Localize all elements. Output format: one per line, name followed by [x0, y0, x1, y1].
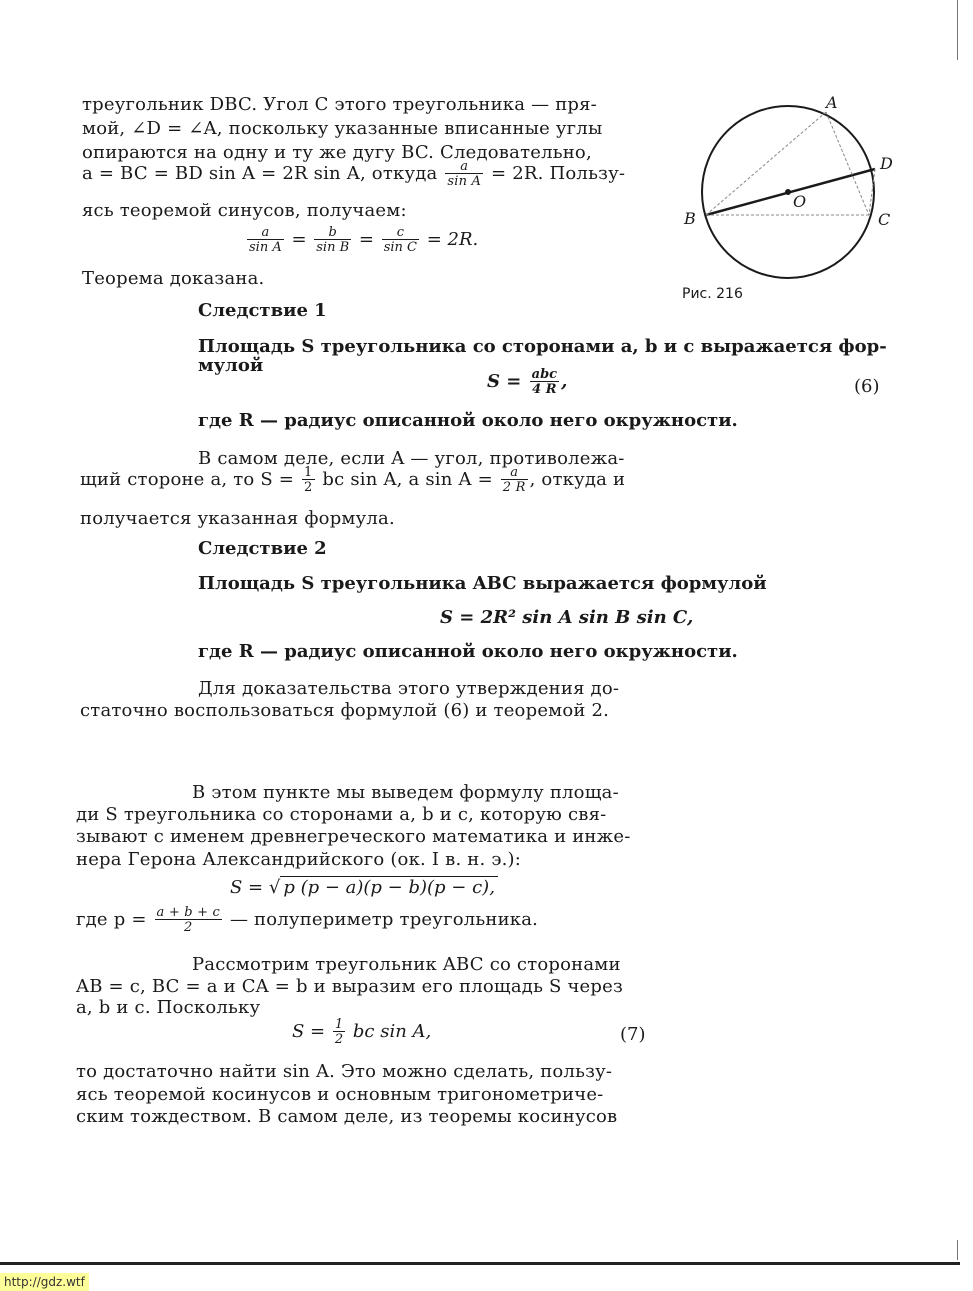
figure-caption: Рис. 216: [682, 286, 743, 302]
fraction-a-over-sinA: $\frac{a}{\text{sin A}}$: [447, 159, 482, 189]
heron-proof-line4: то достаточно найти sin A. Это можно сделать, пользу-: [76, 1061, 613, 1082]
scan-edge-mark-bottom: [957, 1240, 958, 1260]
heron-line1: В этом пункте мы выведем формулу площа-: [192, 782, 619, 803]
bottom-rule: [0, 1262, 960, 1265]
heron-proof-line3: a, b и c. Поскольку: [76, 997, 261, 1018]
proof2-line1: Для доказательства этого утверждения до-: [198, 678, 620, 699]
paragraph1-line4: [82, 160, 625, 188]
corollary1-title: Следствие 1: [198, 300, 327, 321]
paragraph1-line4-tail: = 2R. Пользу-: [491, 163, 626, 184]
corollary2-title: Следствие 2: [198, 538, 327, 559]
label-D: D: [880, 154, 893, 173]
proof2-line2: статочно воспользоваться формулой (6) и теоремой 2.: [80, 700, 610, 721]
paragraph1-line3: опираются на одну и ту же дугу BC. Следовательно,: [82, 142, 592, 163]
law-of-sines-formula: $\frac{a}{\text{sin A}}$ = $\frac{b}{\text{sin B}}$ = $\frac{c}{\text{sin C}}$ = 2R.: [249, 225, 479, 255]
heron-line5: где p = $\frac{a + b + c}{2}$ — полупериметр треугольника.: [76, 905, 539, 935]
corollary2-line1: Площадь S треугольника ABC выражается формулой: [198, 573, 767, 594]
equation-number-7: (7): [620, 1024, 646, 1045]
paragraph1-line2: мой, ∠D = ∠A, поскольку указанные вписанные углы: [82, 118, 603, 139]
corollary1-line2: мулой: [198, 355, 264, 376]
fraction-abc-4R: $\frac{\text{abc}}{4 R}$: [531, 367, 558, 397]
heron-line3: зывают с именем древнегреческого математика и инже-: [76, 826, 631, 847]
corollary1-formula: S = $\frac{\text{abc}}{4 R}$ ,: [487, 367, 568, 397]
fraction-one-half-2: $\frac{1}{2}$: [334, 1017, 344, 1047]
fraction-b-sinB: $\frac{b}{\text{sin B}}$: [316, 225, 350, 255]
paragraph1-line5: ясь теоремой синусов, получаем:: [82, 200, 407, 221]
label-B: B: [684, 209, 696, 228]
heron-proof-formula: S = $\frac{1}{2}$ bc sin A,: [292, 1017, 432, 1047]
scan-edge-mark-top: [957, 0, 958, 60]
law-of-sines-rhs: = 2R.: [426, 229, 479, 250]
corollary1-line1: Площадь S треугольника со сторонами a, b и c выражается фор-: [198, 336, 887, 357]
equation-number-6: (6): [854, 376, 880, 397]
heron-proof-line1: Рассмотрим треугольник ABC со сторонами: [192, 954, 621, 975]
label-C: C: [878, 210, 891, 229]
watermark-link[interactable]: http://gdz.wtf: [0, 1273, 89, 1291]
label-A: A: [826, 93, 838, 112]
proof1-line2: щий стороне a, то S = $\frac{1}{2}$ bc sin A, а sin A = $\frac{a}{2 R}$ , откуда и: [80, 465, 626, 495]
square-root: p (p − a)(p − b)(p − c),: [280, 876, 498, 898]
proof1-line3: получается указанная формула.: [80, 508, 395, 529]
paragraph1-line1: треугольник DBC. Угол C этого треугольника — пря-: [82, 94, 597, 115]
proof1-line1: В самом деле, если A — угол, противолежа-: [198, 448, 625, 469]
figure-216-circle-diagram: [676, 88, 936, 318]
heron-proof-line2: AB = c, BC = a и CA = b и выразим его площадь S через: [76, 976, 623, 997]
paragraph1-line4-text: a = BC = BD sin A = 2R sin A, откуда: [82, 163, 438, 184]
heron-proof-line5: ясь теоремой косинусов и основным тригонометриче-: [76, 1084, 604, 1105]
heron-formula: S = √ p (p − a)(p − b)(p − c),: [230, 876, 498, 898]
heron-proof-line6: ским тождеством. В самом деле, из теоремы косинусов: [76, 1106, 618, 1127]
fraction-semiperimeter: $\frac{a + b + c}{2}$: [156, 905, 221, 935]
corollary1-line3: где R — радиус описанной около него окружности.: [198, 410, 738, 431]
fraction-a-2R: $\frac{a}{2 R}$: [502, 465, 526, 495]
center-point-O: [785, 189, 791, 195]
label-O: O: [793, 192, 807, 211]
fraction-a-sinA: $\frac{a}{\text{sin A}}$: [249, 225, 282, 255]
fraction-one-half: $\frac{1}{2}$: [304, 465, 313, 495]
fraction-c-sinC: $\frac{c}{\text{sin C}}$: [383, 225, 417, 255]
corollary2-line2: где R — радиус описанной около него окружности.: [198, 641, 738, 662]
theorem-proved: Теорема доказана.: [82, 268, 265, 289]
heron-line2: ди S треугольника со сторонами a, b и c, которую свя-: [76, 804, 607, 825]
heron-line4: нера Герона Александрийского (ок. I в. н. э.):: [76, 849, 522, 870]
chord-AC: [826, 112, 869, 215]
corollary2-formula: S = 2R² sin A sin B sin C,: [440, 607, 694, 628]
